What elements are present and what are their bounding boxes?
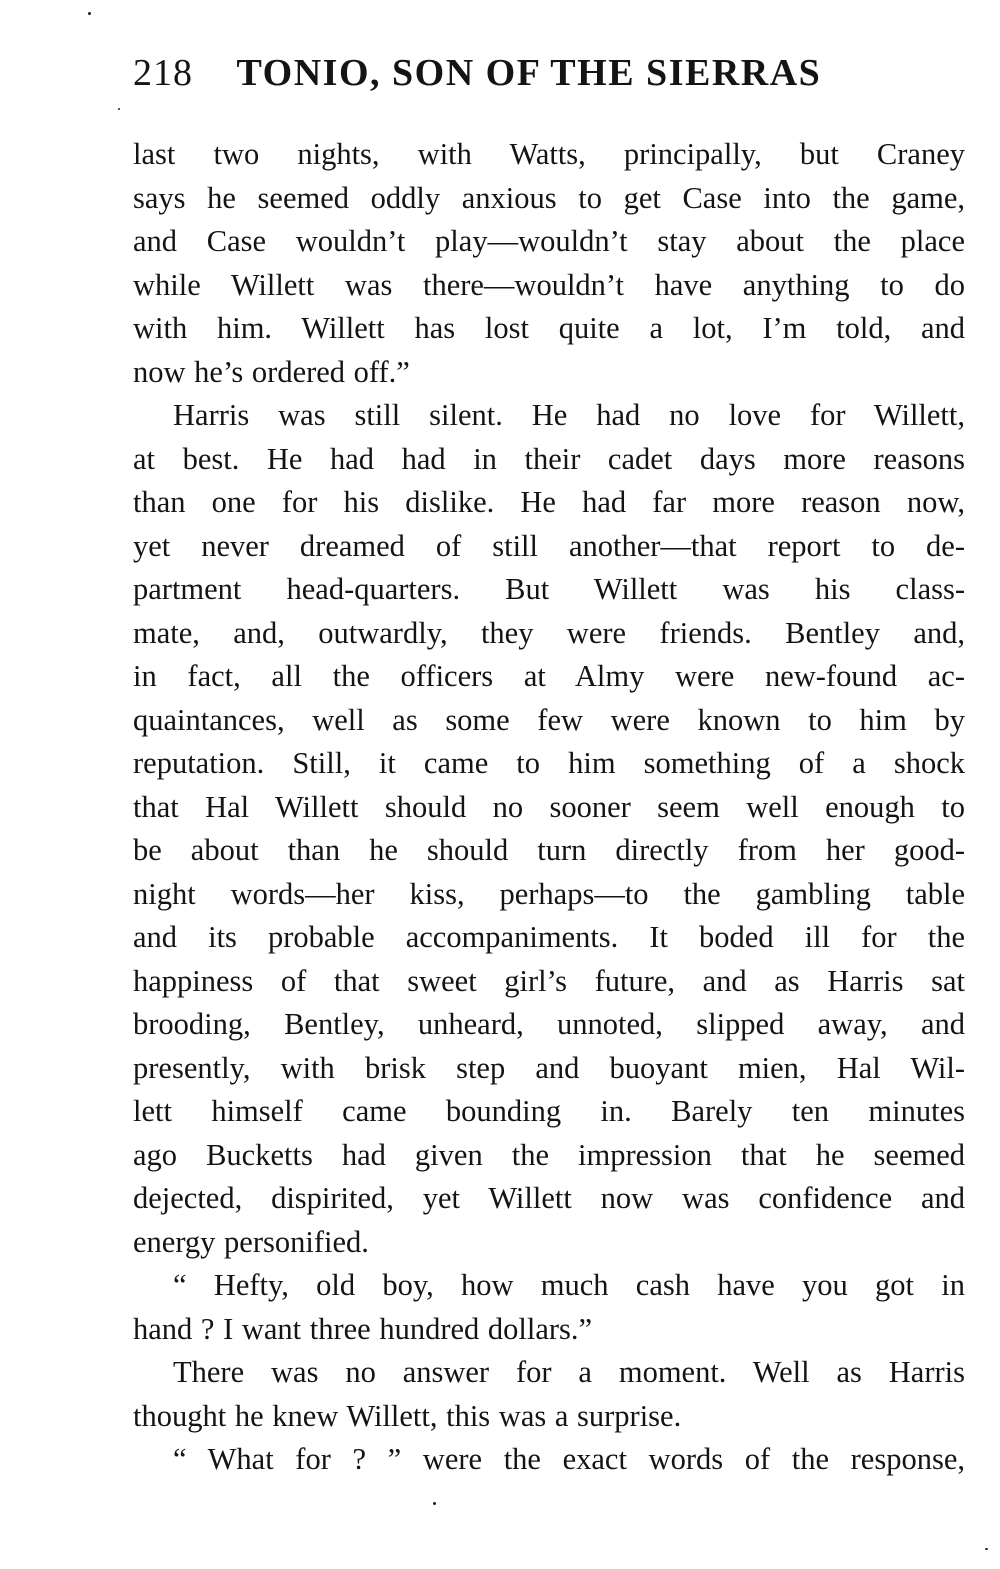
text-line: ago Bucketts had given the impression that he seemed (133, 1137, 965, 1172)
text-line: energy personified. (133, 1224, 369, 1259)
text-line: mate, and, outwardly, they were friends. Bentley and, (133, 615, 965, 650)
text-line: and its probable accompaniments. It boded ill for the (133, 920, 965, 954)
text-line: while Willett was there—wouldn’t have anything to do (133, 267, 965, 302)
text-line: in fact, all the officers at Almy were new-found ac- (133, 659, 965, 693)
page-number: 218 (133, 52, 193, 94)
scan-speck (88, 12, 91, 15)
text-line: and Case wouldn’t play—wouldn’t stay about the place (133, 224, 965, 258)
text-line: than one for his dislike. He had far more reason now, (133, 485, 965, 519)
text-line: lett himself came bounding in. Barely ten minutes (133, 1094, 965, 1128)
text-line: quaintances, well as some few were known to him by (133, 702, 965, 737)
text-line: thought he knew Willett, this was a surprise. (133, 1398, 682, 1433)
text-line: partment head-quarters. But Willett was his class- (133, 572, 965, 606)
text-line: at best. He had had in their cadet days more reasons (133, 441, 965, 476)
text-line: brooding, Bentley, unheard, unnoted, slipped away, and (133, 1007, 965, 1041)
text-line: now he’s ordered off.” (133, 354, 410, 389)
body-text (133, 133, 965, 1482)
scan-speck (433, 1502, 436, 1505)
text-line: yet never dreamed of still another—that report to de- (133, 528, 965, 563)
paragraph-start: “ What for ? ” were the exact words of the response, (173, 1442, 965, 1476)
text-line: presently, with brisk step and buoyant mien, Hal Wil- (133, 1050, 965, 1085)
scan-speck (118, 108, 120, 110)
text-line: night words—her kiss, perhaps—to the gambling table (133, 876, 965, 911)
text-line: hand ? I want three hundred dollars.” (133, 1311, 593, 1346)
text-line: says he seemed oddly anxious to get Case into the game, (133, 180, 965, 215)
text-line: happiness of that sweet girl’s future, and as Harris sat (133, 963, 965, 998)
running-head (133, 48, 893, 98)
paragraph-start: “ Hefty, old boy, how much cash have you got in (173, 1268, 965, 1302)
text-line: reputation. Still, it came to him something of a shock (133, 746, 965, 780)
scan-speck (985, 1548, 988, 1550)
text-line: with him. Willett has lost quite a lot, I’m told, and (133, 311, 965, 345)
text-line: that Hal Willett should no sooner seem well enough to (133, 789, 965, 824)
text-line: be about than he should turn directly from her good- (133, 833, 965, 867)
paragraph-start: There was no answer for a moment. Well as Harris (173, 1355, 965, 1389)
text-line: last two nights, with Watts, principally, but Craney (133, 137, 965, 171)
text-line: dejected, dispirited, yet Willett now was confidence and (133, 1181, 965, 1215)
paragraph-start: Harris was still silent. He had no love for Willett, (173, 398, 965, 432)
running-title: TONIO, SON OF THE SIERRAS (236, 52, 822, 94)
